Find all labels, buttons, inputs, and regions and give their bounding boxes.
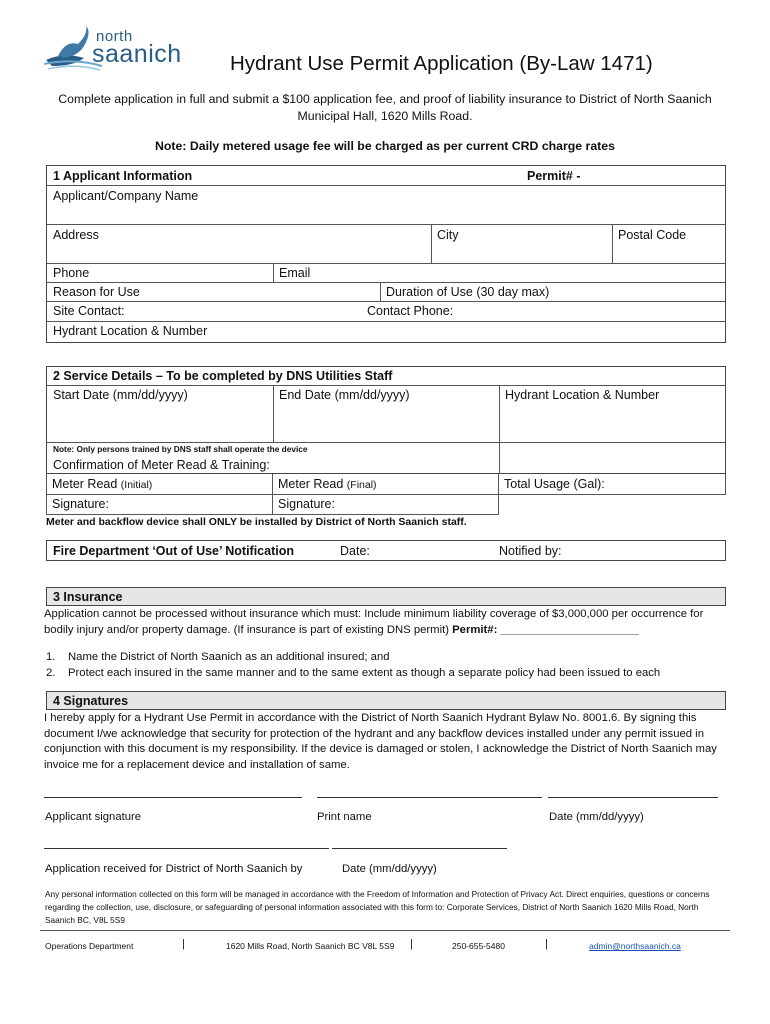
- initial-signature-field[interactable]: Signature:: [52, 497, 109, 511]
- insurance-requirements: Application cannot be processed without insurance which must: Include minimum liability coverage of $3,000,000 per occurrence for bodily injury and/or property damage. (If insurance is part of existing DNS permit): [44, 608, 704, 636]
- meter-read-table: [46, 474, 726, 514]
- logo-text-saanich: saanich: [92, 40, 182, 68]
- total-usage-field[interactable]: Total Usage (Gal):: [504, 477, 605, 491]
- site-contact-field[interactable]: Site Contact:: [53, 304, 125, 318]
- final-label: (Final): [346, 479, 377, 491]
- list-number: 1.: [46, 651, 56, 663]
- section3-heading: 3 Insurance: [53, 590, 123, 604]
- meter-read-label: Meter Read: [278, 477, 344, 491]
- signatures-heading-box: [46, 691, 726, 710]
- date-line[interactable]: [548, 797, 718, 798]
- address-field[interactable]: Address: [53, 228, 99, 242]
- date-label: Date (mm/dd/yyyy): [549, 811, 644, 823]
- print-name-label: Print name: [317, 811, 372, 823]
- applicant-signature-line[interactable]: [44, 797, 302, 798]
- initial-label: (Initial): [120, 479, 153, 491]
- phone-field[interactable]: Phone: [53, 266, 90, 280]
- applicant-name-field[interactable]: Applicant/Company Name: [53, 189, 199, 203]
- usage-fee-note: Note: Daily metered usage fee will be charged as per current CRD charge rates: [155, 139, 615, 153]
- insurance-text: [44, 607, 724, 638]
- service-hydrant-location-field[interactable]: Hydrant Location & Number: [505, 388, 660, 402]
- page-title: Hydrant Use Permit Application (By-Law 1471): [230, 52, 653, 75]
- signatures-declaration: I hereby apply for a Hydrant Use Permit in accordance with the District of North Saanich Hydrant Bylaw No. 8001.6. By signing this document I/we acknowledge that security for protection of the hydrant and any backflow devices installed under any permit issued in conjunction with this document is my responsibility. If the device is damaged or stolen, I acknowledge the District of North Saanich may invoice me for a replacement device and installation of same.: [44, 712, 717, 772]
- footer-phone: 250-655-5480: [452, 941, 505, 951]
- received-by-line[interactable]: [44, 848, 329, 849]
- final-signature-field[interactable]: Signature:: [278, 497, 335, 511]
- reason-for-use-field[interactable]: Reason for Use: [53, 285, 140, 299]
- footer-separator: |: [182, 938, 185, 950]
- service-details-section: [46, 366, 726, 474]
- start-date-field[interactable]: Start Date (mm/dd/yyyy): [53, 388, 188, 402]
- city-field[interactable]: City: [437, 228, 459, 242]
- confirmation-label: Confirmation of Meter Read & Training:: [53, 458, 270, 472]
- duration-of-use-field[interactable]: Duration of Use (30 day max): [386, 285, 550, 299]
- section4-heading: 4 Signatures: [53, 694, 129, 708]
- section2-heading: 2 Service Details – To be completed by DNS Utilities Staff: [53, 369, 393, 383]
- received-by-label: Application received for District of North Saanich by: [45, 863, 303, 875]
- applicant-signature-label: Applicant signature: [45, 811, 142, 823]
- insurance-permit-field[interactable]: Permit#: ______________________: [452, 623, 639, 636]
- list-number: 2.: [46, 666, 56, 679]
- fire-date-field[interactable]: Date:: [340, 544, 370, 558]
- end-date-field[interactable]: End Date (mm/dd/yyyy): [279, 388, 410, 402]
- list-item: [46, 666, 726, 682]
- footer-address: 1620 Mills Road, North Saanich BC V8L 5S9: [226, 941, 395, 951]
- meter-read-final-field[interactable]: [272, 476, 383, 492]
- intro-text: Complete application in full and submit a $100 application fee, and proof of liability insurance to District of North Saanich Municipal Hall, 1620 Mills Road.: [58, 92, 712, 123]
- meter-read-initial-field[interactable]: [46, 476, 158, 492]
- footer-divider: [40, 930, 730, 931]
- applicant-information-section: [46, 165, 726, 343]
- email-field[interactable]: Email: [279, 266, 311, 280]
- list-text: Protect each insured in the same manner and to the same extent as though a separate policy had been issued to each: [68, 666, 661, 679]
- received-date-label: Date (mm/dd/yyyy): [342, 863, 437, 875]
- footer-separator: |: [410, 938, 413, 950]
- contact-phone-field[interactable]: Contact Phone:: [367, 304, 454, 318]
- hydrant-location-field[interactable]: Hydrant Location & Number: [53, 324, 208, 338]
- list-item: [46, 650, 726, 666]
- footer-separator: |: [545, 938, 548, 950]
- section1-heading: 1 Applicant Information: [53, 169, 193, 183]
- privacy-notice: Any personal information collected on this form will be managed in accordance with the Freedom of Information and Protection of Privacy Act. Direct enquiries, questions or concerns regarding the collection, use, disclosure, or safeguarding of personal information associated with this form to: Corporate Services, District of North Saanich 1620 Mills Road, North Saanich BC, V8L 5S9: [45, 889, 710, 925]
- postal-code-field[interactable]: Postal Code: [618, 228, 687, 242]
- meter-read-label: Meter Read: [52, 477, 118, 491]
- install-note: Meter and backflow device shall ONLY be installed by District of North Saanich staff.: [46, 516, 467, 528]
- trained-staff-note: Note: Only persons trained by DNS staff shall operate the device: [53, 444, 308, 454]
- insurance-list: [46, 650, 726, 681]
- fire-notification-label: Fire Department ‘Out of Use’ Notification: [53, 544, 294, 558]
- logo-text-north: north: [96, 28, 133, 45]
- received-date-line[interactable]: [332, 848, 507, 849]
- notified-by-field[interactable]: Notified by:: [499, 544, 562, 558]
- list-text: Name the District of North Saanich as an additional insured; and: [68, 651, 390, 663]
- fire-notification-row: [46, 540, 726, 561]
- print-name-line[interactable]: [317, 797, 542, 798]
- footer-email-link[interactable]: admin@northsaanich.ca: [589, 941, 681, 951]
- footer-department: Operations Department: [45, 941, 134, 951]
- insurance-heading-box: [46, 587, 726, 606]
- permit-number-label: Permit# -: [527, 169, 581, 183]
